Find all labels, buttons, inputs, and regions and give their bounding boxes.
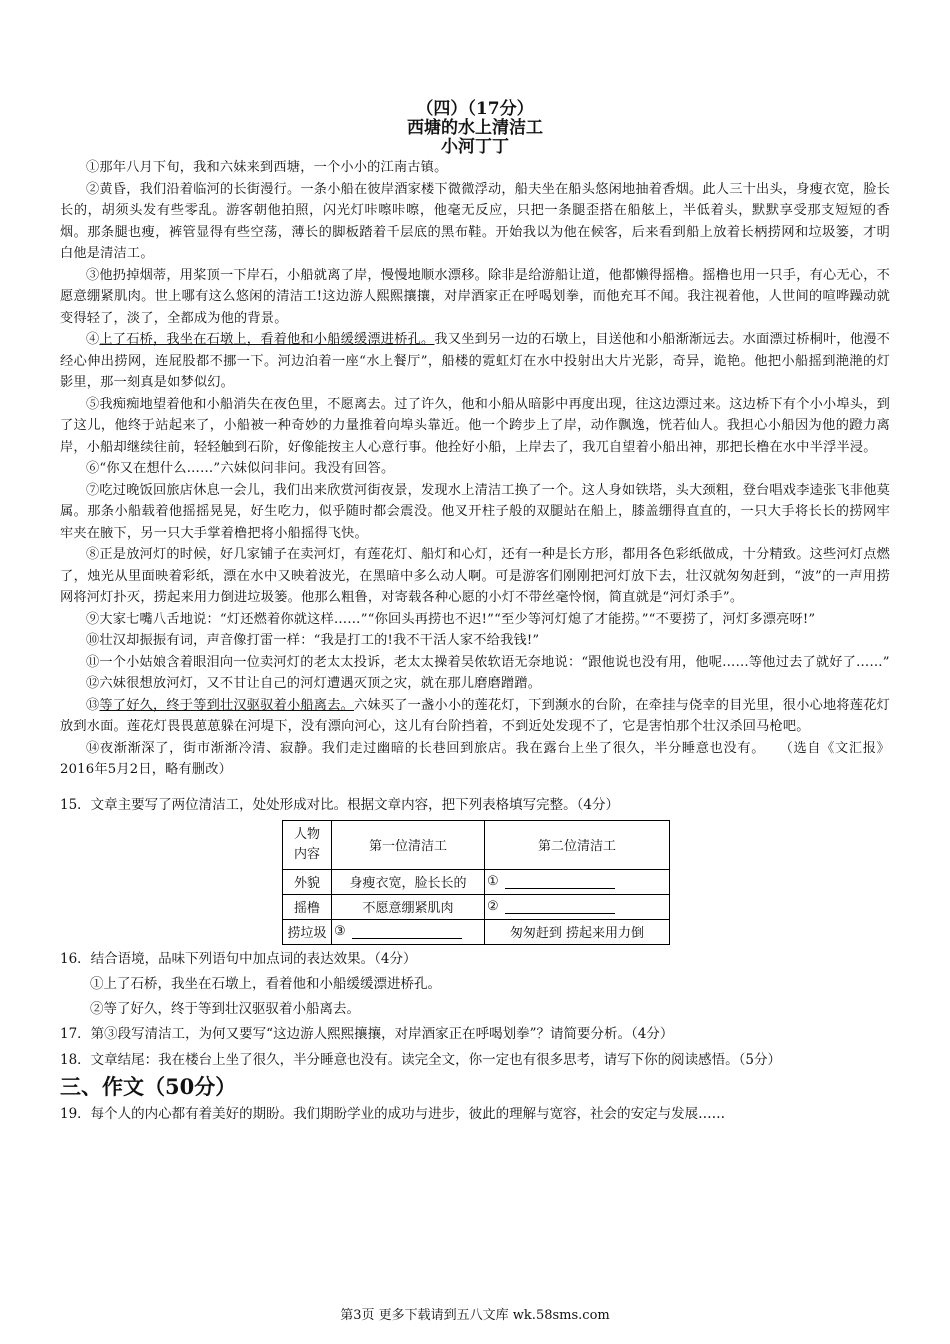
table-corner-cell (283, 820, 332, 869)
question-16-item-2: ②等了好久，终于等到壮汉驱驭着小船离去。 (90, 1000, 360, 1017)
table-row-label: 摇橹 (283, 894, 332, 919)
table-row (283, 919, 670, 944)
paragraph-13 (60, 695, 890, 738)
paragraph-4-rest: 我又坐到另一边的石墩上，目送他和小船渐渐远去。水面漂过桥桐叶，他漫不经心伸出捞网，连屁股都不挪一下。河边泊着一座“水上餐厅”，船楼的霓虹灯在水中投射出大片光影，奇异，诡艳。他把小船摇到滟滟的灯影里，那一刻真是如梦似幻。 (60, 332, 891, 390)
table-cell: 不愿意绷紧肌肉 (332, 894, 485, 919)
table-corner-line2: 内容 (293, 846, 320, 862)
page-footer: 第3页 更多下载请到五八文库 wk.58sms.com (340, 1308, 610, 1323)
answer-blank (505, 899, 615, 914)
paragraph-12: ⑫六妹很想放河灯，又不甘让自己的河灯遭遇灭顶之灾，就在那儿磨磨蹭蹭。 (86, 676, 542, 691)
table-cell: 匆匆赶到 捞起来用力倒 (485, 919, 670, 944)
article-author: 小河丁丁 (441, 137, 509, 157)
table-row (283, 894, 670, 919)
table-corner-line1: 人物 (293, 826, 320, 842)
answer-blank (505, 874, 615, 889)
table-header-col2: 第二位清洁工 (485, 820, 670, 869)
paragraph-13-number: ⑬ (86, 697, 100, 713)
section-header: （四）（17分） (416, 99, 534, 119)
table-header-col1: 第一位清洁工 (332, 820, 485, 869)
table-row (283, 869, 670, 894)
table-cell-blank[interactable]: ① (485, 869, 670, 894)
question-16-item-1: ①上了石桥，我坐在石墩上，看着他和小船缓缓漂进桥孔。 (90, 975, 441, 992)
paragraph-3: ③他扔掉烟蒂，用桨顶一下岸石，小船就离了岸，慢慢地顺水漂移。除非是给游船让道，他都懒得摇橹。摇橹也用一只手，有心无心，不愿意绷紧肌肉。世上哪有这么悠闲的清洁工!这边游人熙熙攘攘，对岸酒家正在呼喝划拳，而他充耳不闻。我注视着他，人世间的喧哗躁动就变得轻了，淡了，全都成为他的背景。 (60, 267, 890, 326)
paragraph-14: ⑭夜渐渐深了，街市渐渐冷清、寂静。我们走过幽暗的长巷回到旅店。我在露台上坐了很久，半分睡意也没有。 （选自《文汇报》2016年5月2日，略有删改） (60, 740, 890, 777)
paragraph-4 (60, 329, 890, 394)
question-16: 16．结合语境，品味下列语句中加点词的表达效果。（4分） (60, 950, 417, 967)
paragraph-10: ⑩壮汉却振振有词，声音像打雷一样：“我是打工的!我不干活人家不给我钱!” (86, 633, 540, 648)
paragraph-4-underlined: 上了石桥，我坐在石墩上，看着他和小船缓缓漂进桥孔。 (99, 332, 435, 347)
question-18: 18．文章结尾：我在楼台上坐了很久，半分睡意也没有。读完全文，你一定也有很多思考，请写下你的阅读感悟。（5分） (60, 1051, 782, 1068)
paragraph-1: ①那年八月下旬，我和六妹来到西塘，一个小小的江南古镇。 (86, 160, 448, 175)
paragraph-2: ②黄昏，我们沿着临河的长街漫行。一条小船在彼岸酒家楼下微微浮动，船夫坐在船头悠闲地抽着香烟。此人三十出头，身瘦衣宽，脸长长的，胡须头发有些零乱。游客朝他拍照，闪光灯咔嚓咔嚓，他毫无反应，只把一条腿歪搭在船舷上，半低着头，默默享受那支短短的香烟。那条腿也瘦，裤管显得有些空荡，薄长的脚板踏着千层底的黑布鞋。开始我以为他在候客，后来看到船上放着长柄捞网和垃圾篓，才明白他是清洁工。 (60, 181, 890, 261)
table-cell: 身瘦衣宽，脸长长的 (332, 869, 485, 894)
paragraph-5: ⑤我痴痴地望着他和小船消失在夜色里，不愿离去。过了许久，他和小船从暗影中再度出现，往这边漂过来。这边桥下有个小小埠头，到了这儿，他终于站起来了，小船被一种奇妙的力量推着向埠头靠近。他一个跨步上了岸，动作飘逸，恍若仙人。我担心小船因为他的蹬力离岸，小船却继续往前，轻轻触到石阶，好像能按主人心意行事。他拴好小船，上岸去了，我兀自望着小船出神，那把长橹在水中半浮半浸。 (60, 396, 890, 455)
paragraph-7: ⑦吃过晚饭回旅店休息一会儿，我们出来欣赏河街夜景，发现水上清洁工换了一个。这人身如铁塔，头大颈粗，登台唱戏李逵张飞非他莫属。那条小船载着他摇摇晃晃，好生吃力，似乎随时都会震没。他叉开柱子般的双腿站在船上，膝盖绷得直直的，一只大手将长长的捞网牢牢夹在腋下，另一只大手掌着橹把将小船摇得飞快。 (60, 482, 890, 541)
table-row-label: 外貌 (283, 869, 332, 894)
question-19: 19．每个人的内心都有着美好的期盼。我们期盼学业的成功与进步，彼此的理解与宽容，社会的安定与发展…… (60, 1105, 726, 1122)
article-title: 西塘的水上清洁工 (407, 118, 543, 138)
paragraph-6: ⑥“你又在想什么……”六妹似问非问。我没有回答。 (86, 461, 395, 476)
paragraph-13-underlined: 等了好久，终于等到壮汉驱驭着小船离去。 (99, 697, 355, 713)
question-15: 15．文章主要写了两位清洁工，处处形成对比。根据文章内容，把下列表格填写完整。（4分） (60, 796, 620, 813)
composition-heading: 三、作文（50分） (60, 1073, 237, 1099)
table-row-label: 捞垃圾 (283, 919, 332, 944)
answer-blank (352, 924, 462, 939)
table-header-row (283, 820, 670, 869)
table-cell-blank[interactable]: ③ (332, 919, 485, 944)
paragraph-4-number: ④ (86, 332, 100, 347)
paragraph-8: ⑧正是放河灯的时候，好几家铺子在卖河灯，有莲花灯、船灯和心灯，还有一种是长方形，都用各色彩纸做成，十分精致。这些河灯点燃了，烛光从里面映着彩纸，漂在水中又映着波光，在黑暗中多么动人啊。可是游客们刚刚把河灯放下去，壮汉就匆匆赶到，“波”的一声用捞网将河灯扑灭，捞起来用力倒进垃圾篓。他那么粗鲁，对寄载各种心愿的小灯不带丝毫怜悯，简直就是“河灯杀手”。 (60, 547, 890, 605)
paragraph-13-rest: 六妹买了一盏小小的莲花灯，下到濒水的台阶，在牵挂与侥幸的目光里，很小心地将莲花灯放到水面。莲花灯畏畏葸葸躲在河堤下，没有漂向河心，这儿有台阶挡着，不到近处发现不了，它是害怕那个壮汉杀回马枪吧。 (60, 697, 890, 734)
paragraph-9: ⑨大家七嘴八舌地说：“灯还燃着你就这样……”“你回头再捞也不迟!”“至少等河灯熄了才能捞。”“不要捞了，河灯多漂亮呀!” (86, 611, 816, 627)
table-cell-blank[interactable]: ② (485, 894, 670, 919)
page-content (60, 100, 890, 1125)
comparison-table (282, 820, 670, 945)
paragraph-11: ⑪一个小姑娘含着眼泪向一位卖河灯的老太太投诉，老太太操着吴侬软语无奈地说：“跟他说也没有用，他呢……等他过去了就好了……” (86, 654, 890, 670)
question-17: 17．第③段写清洁工，为何又要写“这边游人熙熙攘攘，对岸酒家正在呼喝划拳”？请简要分析。（4分） (60, 1025, 674, 1042)
